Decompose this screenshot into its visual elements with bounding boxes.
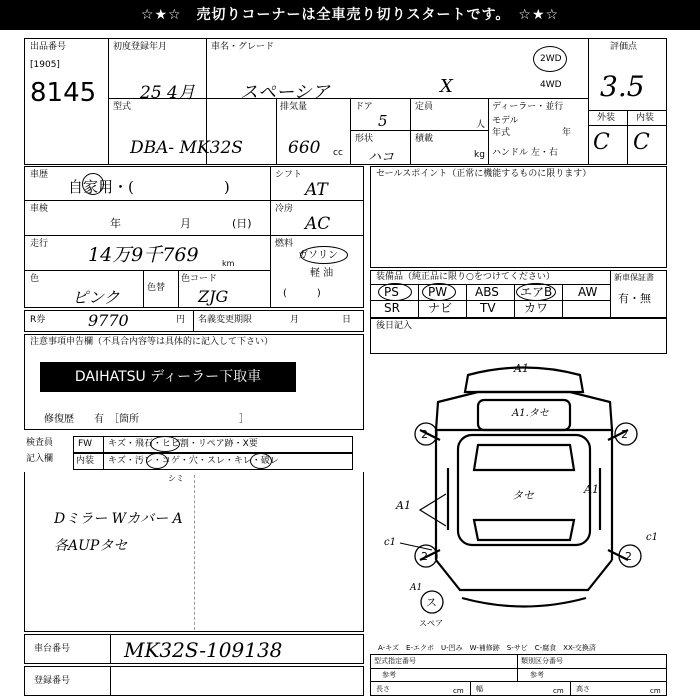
lot-year: [1905] [30, 60, 60, 70]
nameplate-month: 月 [290, 315, 300, 325]
ext-grade: C [593, 130, 610, 155]
spec-class-label: 類別区分番号 [521, 657, 563, 665]
car-grade-value: X [440, 76, 453, 97]
fuel-diesel: 軽 油 [310, 268, 334, 279]
ext-label: 外装 [597, 113, 616, 123]
chassis-label: 車台番号 [34, 644, 71, 654]
repair-history: 修復歴 有 ［箇所 ］ [44, 414, 249, 425]
spec-width-unit: cm [553, 687, 564, 695]
spec-type-label: 型式指定番号 [374, 657, 416, 665]
first-reg-value: 25 4月 [140, 83, 195, 103]
inspector-label-1: 検査員 [26, 438, 54, 448]
inspection-year: 年 [110, 217, 121, 230]
tire-rl-text: 2 [421, 550, 428, 563]
equip-airbag: エアB [520, 285, 553, 299]
rating-value: 3.5 [600, 70, 645, 103]
color-value: ピンク [72, 288, 120, 307]
spec-height: 高さ [576, 685, 590, 693]
first-reg-label: 初度登録年月 [113, 42, 168, 52]
ac-value: AC [305, 214, 331, 234]
inspector-int-text: キズ・汚レ・コゲ・穴・スレ・キレ・破レ [108, 456, 279, 466]
chassis-value: MK32S-109138 [124, 638, 283, 662]
history-value: 自家用・( ) [68, 178, 230, 196]
nameplate-label: 名義変更期限 [198, 315, 253, 325]
color-label: 色 [30, 274, 40, 284]
header-banner: ☆★☆ 売切りコーナーは全車売り切りスタートです。 ☆★☆ [0, 0, 700, 30]
regno-row [24, 666, 364, 696]
equip-abs: ABS [475, 285, 499, 299]
spec-ref-2: 参考 [530, 671, 544, 679]
load-unit: kg [474, 150, 485, 160]
fuel-paren: ( ) [283, 288, 321, 299]
damage-left: A1 [396, 499, 411, 512]
dealer-opt-1: ディーラー・並行 [492, 102, 564, 112]
damage-c1-right: c1 [646, 532, 658, 543]
dealer-trade-in-banner: DAIHATSU ディーラー下取車 [40, 362, 296, 392]
shape-label: 形状 [355, 134, 374, 144]
car-name-value: スペーシア [240, 82, 330, 103]
warranty-label: 新車保証書 [614, 273, 654, 282]
remarks-line-2: 各AUPタセ [54, 538, 128, 554]
displacement-label: 排気量 [280, 102, 308, 112]
spec-length-unit: cm [453, 687, 464, 695]
fuel-label: 燃料 [275, 239, 294, 249]
shift-label: シフト [275, 170, 303, 180]
mileage-value: 14万9千769 [88, 244, 199, 266]
spare-mark: ス [426, 596, 437, 609]
model-value: DBA- MK32S [130, 138, 243, 158]
doors-label: ドア [355, 102, 373, 112]
sales-point-label: セールスポイント（正常に機能するものに限ります） [376, 169, 592, 179]
dealer-year-unit: 年 [562, 128, 572, 138]
rating-label: 評価点 [610, 42, 638, 52]
tire-fl-text: 2 [421, 428, 428, 441]
inspection-label: 車検 [30, 204, 49, 214]
inspection-month: 月 [180, 217, 191, 230]
damage-spare: A1 [410, 583, 423, 593]
damage-top: A1 [514, 362, 529, 375]
shimi-label: シミ [168, 474, 184, 483]
damage-right: A1 [584, 483, 599, 496]
spare-label: スペア [419, 619, 443, 628]
model-label: 型式 [113, 102, 132, 112]
load-label: 積載 [415, 134, 434, 144]
damage-c1-left: c1 [384, 537, 396, 548]
mileage-unit: km [222, 259, 235, 268]
damage-legend: A-キズ E-エクボ U-凹み W-補修跡 S-サビ C-腐食 XX-交換済 [378, 644, 596, 652]
tire-rr-text: 2 [625, 550, 632, 563]
capacity-label: 定員 [415, 102, 434, 112]
lot-label: 出品番号 [30, 42, 67, 52]
dealer-opt-3: 年式 [492, 128, 511, 138]
equip-aw: AW [578, 285, 598, 299]
shift-value: AT [305, 180, 328, 200]
regno-label: 登録番号 [34, 676, 71, 686]
recycle-unit: 円 [176, 315, 186, 325]
equip-ps: PS [384, 285, 399, 299]
drive-2wd: 2WD [540, 54, 562, 64]
recycle-label: R券 [30, 315, 46, 325]
recycle-value: 9770 [88, 311, 129, 330]
spec-height-unit: cm [650, 687, 661, 695]
dealer-opt-4: ハンドル 左・右 [492, 148, 558, 158]
spec-width: 幅 [476, 685, 483, 693]
ac-label: 冷房 [275, 204, 294, 214]
drive-4wd: 4WD [540, 80, 562, 90]
equip-navi: ナビ [428, 301, 453, 315]
int-grade: C [633, 130, 650, 155]
inspector-fw-text: キズ・飛石・ヒビ割・リペア跡・X要 [108, 439, 258, 449]
color-code-label: 色コード [181, 274, 218, 284]
displacement-value: 660 [288, 138, 321, 158]
color-change-label: 色替 [147, 283, 166, 293]
doors-value: 5 [378, 112, 388, 130]
dealer-opt-2: モデル [492, 116, 519, 126]
int-label: 内装 [636, 113, 655, 123]
equip-tv: TV [480, 301, 496, 315]
damage-center: タセ [512, 489, 534, 502]
fuel-gas: ガソリン [298, 250, 338, 261]
inspector-int-label: 内装 [76, 456, 95, 466]
history-label: 車歴 [30, 170, 49, 180]
spec-length: 長さ [376, 685, 390, 693]
spec-ref-1: 参考 [382, 671, 396, 679]
remarks-line-1: Dミラー Wカバー A [54, 511, 183, 527]
car-name-label: 車名・グレード [211, 42, 275, 52]
mileage-label: 走行 [30, 239, 49, 249]
lot-number: 8145 [30, 78, 97, 108]
inspector-fw-label: FW [78, 439, 93, 449]
displacement-unit: cc [333, 148, 343, 158]
inspector-label-2: 記入欄 [26, 454, 54, 464]
color-code-value: ZJG [198, 287, 229, 306]
nameplate-day: 日 [342, 315, 352, 325]
capacity-unit: 人 [476, 120, 486, 130]
inspection-day: (日) [232, 217, 252, 230]
notes-label: 注意事項申告欄（不具合内容等は具体的に記入して下さい） [30, 337, 274, 347]
warranty-value: 有・無 [618, 292, 651, 305]
equip-sr: SR [384, 301, 400, 315]
equip-pw: PW [428, 285, 448, 299]
equip-leather: カワ [524, 301, 549, 315]
rear-photo-label: 後日記入 [376, 321, 413, 331]
tire-fr-text: 2 [621, 428, 628, 441]
equipment-label: 装備品（純正品に限り○をつけてください） [376, 272, 555, 282]
damage-roof: A1.タセ [512, 408, 549, 419]
shape-value: ハコ [368, 150, 395, 165]
